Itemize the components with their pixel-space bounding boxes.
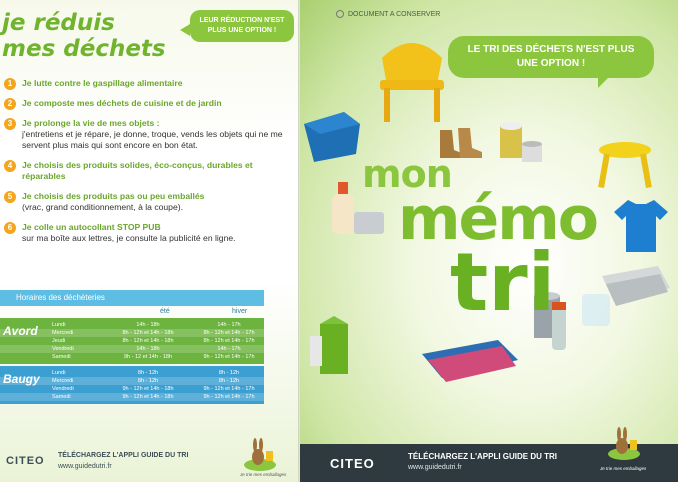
table-row bbox=[0, 385, 264, 393]
action-item bbox=[4, 160, 294, 182]
action-detail: (vrac, grand conditionnement, à la coupe). bbox=[22, 202, 183, 212]
schedule-table bbox=[0, 290, 264, 404]
action-detail: sur ma boîte aux lettres, je consulte la publicité en ligne. bbox=[22, 233, 236, 243]
action-detail: j'entretiens et je répare, je donne, troque, vends les objets qui ne me servent plus mais qui sont encore en bon état. bbox=[22, 129, 283, 150]
column-winter: hiver bbox=[232, 308, 248, 315]
winter-hours: 9h - 12h et 14h - 17h bbox=[203, 354, 255, 360]
mascot-caption: Je trie mes emballages bbox=[240, 472, 287, 477]
day: Mercredi bbox=[52, 378, 74, 384]
tshirt-icon bbox=[612, 196, 670, 254]
right-footer bbox=[300, 444, 678, 482]
day: Samedi bbox=[52, 354, 71, 360]
download-app-text: TÉLÉCHARGEZ L'APPLI GUIDE DU TRI bbox=[58, 452, 189, 459]
action-title: Je colle un autocollant STOP PUB bbox=[22, 222, 161, 232]
title-mon: mon bbox=[362, 152, 452, 196]
schedule-rows bbox=[0, 321, 264, 361]
sorting-bubble: LE TRI DES DÉCHETS N'EST PLUS UNE OPTION ! bbox=[448, 36, 654, 78]
summer-hours: 8h - 12h bbox=[137, 370, 159, 376]
left-footer bbox=[0, 445, 298, 482]
city-block-avord bbox=[0, 318, 264, 364]
storage-box-icon bbox=[300, 104, 362, 164]
download-app-text: TÉLÉCHARGEZ L'APPLI GUIDE DU TRI bbox=[408, 452, 558, 461]
winter-hours: 8h - 12h et 14h - 17h bbox=[203, 330, 255, 336]
title-memo: mémo bbox=[398, 184, 597, 254]
action-title: Je choisis des produits solides, éco-conçus, durables et réparables bbox=[22, 160, 253, 181]
right-page bbox=[300, 0, 678, 482]
action-number: 5 bbox=[4, 191, 16, 203]
summer-hours: 9h - 12h et 14h - 18h bbox=[122, 394, 174, 400]
winter-hours: 14h - 17h bbox=[217, 346, 241, 352]
city-name: Avord bbox=[3, 324, 38, 338]
action-list bbox=[4, 78, 294, 253]
table-row bbox=[0, 345, 264, 353]
summer-hours: 8h - 12h et 14h - 18h bbox=[122, 338, 174, 344]
day: Samedi bbox=[52, 394, 71, 400]
action-number: 3 bbox=[4, 118, 16, 130]
citeo-logo: CITEO bbox=[330, 456, 375, 471]
winter-hours: 9h - 12h et 14h - 17h bbox=[203, 386, 255, 392]
document-label: DOCUMENT A CONSERVER bbox=[336, 10, 440, 18]
paint-can-icon bbox=[496, 120, 548, 170]
action-number: 1 bbox=[4, 78, 16, 90]
city-name: Baugy bbox=[3, 372, 40, 386]
table-row bbox=[0, 337, 264, 345]
winter-hours: 9h - 12h et 14h - 17h bbox=[203, 394, 255, 400]
left-page-title bbox=[2, 10, 166, 62]
mascot-caption: Je trie mes emballages bbox=[600, 466, 647, 471]
column-summer: été bbox=[160, 308, 170, 315]
chair-icon bbox=[372, 28, 452, 124]
summer-hours: 8h - 12h bbox=[137, 378, 159, 384]
schedule-heading: Horaires des déchèteries bbox=[0, 290, 264, 306]
table-row bbox=[0, 321, 264, 329]
reduction-bubble: LEUR RÉDUCTION N'EST PLUS UNE OPTION ! bbox=[190, 10, 294, 42]
action-number: 2 bbox=[4, 98, 16, 110]
table-row bbox=[0, 393, 264, 401]
website-link[interactable]: www.guidedutri.fr bbox=[58, 463, 112, 470]
day: Vendredi bbox=[52, 346, 74, 352]
action-title: Je composte mes déchets de cuisine et de jardin bbox=[22, 98, 222, 108]
left-page bbox=[0, 0, 300, 482]
summer-hours: 8h - 12h et 14h - 18h bbox=[122, 330, 174, 336]
website-link[interactable]: www.guidedutri.fr bbox=[408, 464, 462, 471]
action-item bbox=[4, 191, 294, 213]
summer-hours: 9h - 12 et 14h - 18h bbox=[123, 354, 172, 360]
table-row bbox=[0, 329, 264, 337]
title-tri: tri bbox=[450, 236, 556, 329]
title-line-1: je réduis bbox=[2, 10, 115, 36]
title-line-2: mes déchets bbox=[2, 36, 166, 62]
schedule-columns bbox=[0, 306, 264, 318]
rabbit-mascot-icon bbox=[238, 437, 282, 473]
winter-hours: 8h - 12h bbox=[218, 370, 240, 376]
action-item bbox=[4, 78, 294, 89]
action-item bbox=[4, 98, 294, 109]
winter-hours: 8h - 12h et 14h - 17h bbox=[203, 338, 255, 344]
stool-icon bbox=[594, 140, 656, 192]
action-title: Je lutte contre le gaspillage alimentaire bbox=[22, 78, 183, 88]
city-block-baugy bbox=[0, 366, 264, 404]
action-item bbox=[4, 118, 294, 151]
action-number: 4 bbox=[4, 160, 16, 172]
table-row bbox=[0, 353, 264, 361]
action-title: Je choisis des produits pas ou peu emballés bbox=[22, 191, 205, 201]
summer-hours: 9h - 12h et 14h - 18h bbox=[122, 386, 174, 392]
day: Lundi bbox=[52, 370, 66, 376]
day: Mercredi bbox=[52, 330, 74, 336]
action-item bbox=[4, 222, 294, 244]
winter-hours: 14h - 17h bbox=[217, 322, 241, 328]
day: Jeudi bbox=[52, 338, 66, 344]
day: Vendredi bbox=[52, 386, 74, 392]
day: Lundi bbox=[52, 322, 66, 328]
rabbit-mascot-icon bbox=[602, 426, 646, 462]
citeo-logo: CITEO bbox=[6, 455, 45, 467]
summer-hours: 14h - 18h bbox=[136, 346, 160, 352]
action-title: Je prolonge la vie de mes objets : bbox=[22, 118, 160, 128]
winter-hours: 8h - 12h bbox=[218, 378, 240, 384]
summer-hours: 14h - 18h bbox=[136, 322, 160, 328]
drink-carton-icon bbox=[306, 316, 356, 380]
action-number: 6 bbox=[4, 222, 16, 234]
magazines-icon bbox=[418, 334, 522, 384]
